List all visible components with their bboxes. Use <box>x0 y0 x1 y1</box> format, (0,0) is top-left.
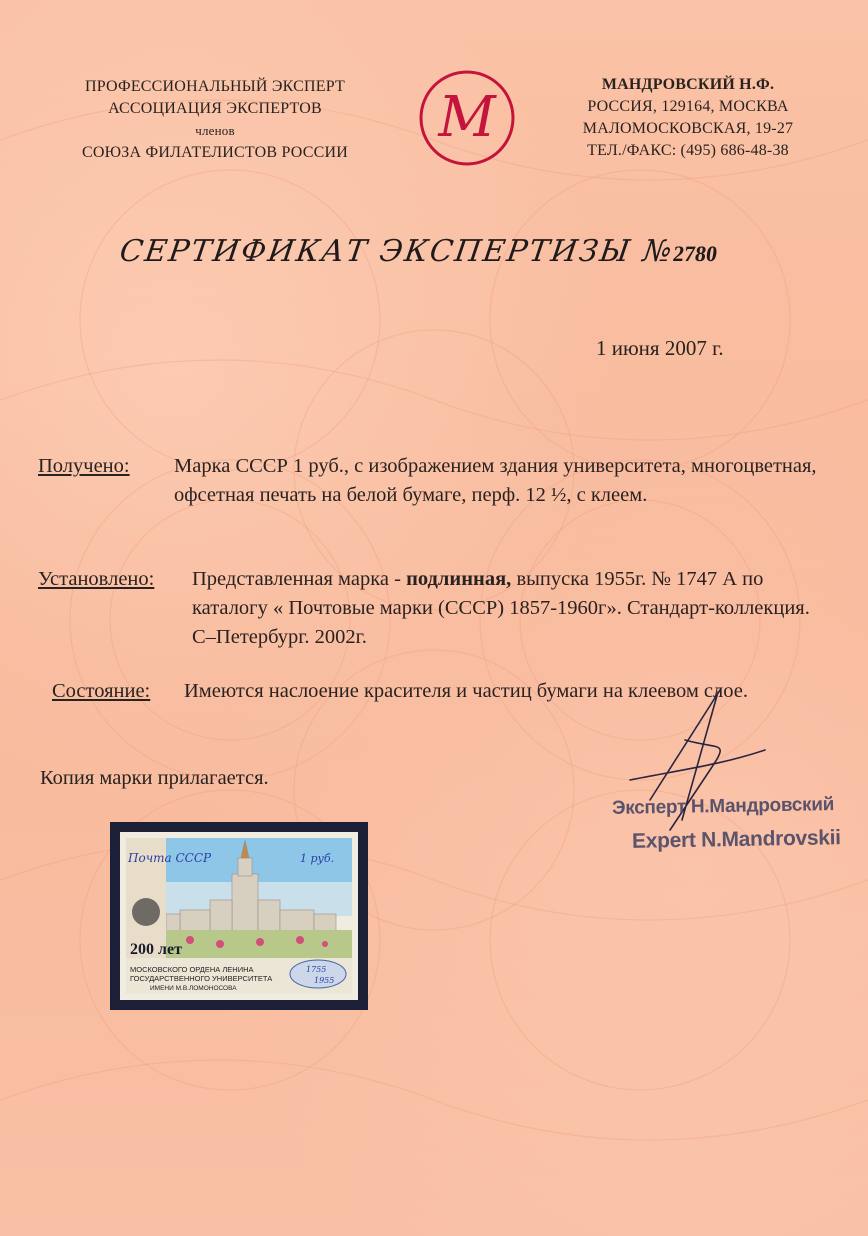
certificate-title <box>118 234 823 269</box>
stamp-anniversary: 200 лет <box>130 941 182 958</box>
condition-text: Имеются наслоение красителя и частиц бумаги на клеевом слое. <box>184 680 748 702</box>
expert-address-line: МАЛОМОСКОВСКАЯ, 19-27 <box>582 120 794 137</box>
condition-label: Состояние: <box>52 680 151 702</box>
expert-phone: ТЕЛ./ФАКС: (495) 686-48-38 <box>587 142 789 159</box>
stamp-top-left: Почта СССР <box>128 851 212 865</box>
expert-stamp-line: Эксперт Н.Мандровский <box>611 794 835 819</box>
attachment-note: Копия марки прилагается. <box>40 767 269 789</box>
stamp-year-start: 1755 <box>306 965 327 974</box>
issuer-left-block <box>40 76 390 164</box>
established-text-before: Представленная марка - <box>192 568 407 590</box>
received-text: Марка СССР 1 руб., с изображением здания университета, многоцветная, офсетная печать на белой бумаге, перф. 12 ½, с клеем. <box>174 455 817 506</box>
issuer-left-line: СОЮЗА ФИЛАТЕЛИСТОВ РОССИИ <box>82 144 348 161</box>
stamp-caption-line: МОСКОВСКОГО ОРДЕНА ЛЕНИНА <box>130 965 254 974</box>
expert-name: МАНДРОВСКИЙ Н.Ф. <box>601 76 775 93</box>
postage-stamp-copy <box>110 822 368 1010</box>
established-text <box>192 565 832 652</box>
issuer-left-line: членов <box>195 123 235 138</box>
expert-stamp-line: Expert N.Mandrovskii <box>631 826 841 853</box>
stamp-caption-line: ГОСУДАРСТВЕННОГО УНИВЕРСИТЕТА <box>130 974 273 983</box>
certificate-date: 1 июня 2007 г. <box>596 336 724 360</box>
certificate-number: 2780 <box>671 241 719 266</box>
stamp-denomination: 1 руб. <box>300 852 335 865</box>
logo-letter: М <box>438 85 496 150</box>
issuer-right-block <box>548 74 828 162</box>
expert-monogram-logo <box>415 68 519 168</box>
established-verdict: подлинная, <box>406 568 512 590</box>
established-text-after: выпуска 1955г. № 1747 А по каталогу « Почтовые марки (СССР) 1857-1960г». Стандарт-коллекция. С–Петербург. 2002г. <box>192 568 810 648</box>
certificate-title-text: СЕРТИФИКАТ ЭКСПЕРТИЗЫ № <box>117 234 676 269</box>
expert-address-line: РОССИЯ, 129164, МОСКВА <box>587 98 789 115</box>
stamp-year-end: 1955 <box>314 976 335 985</box>
received-label: Получено: <box>38 455 130 477</box>
established-label: Установлено: <box>38 568 155 590</box>
stamp-caption-line: ИМЕНИ М.В.ЛОМОНОСОВА <box>150 985 237 992</box>
issuer-left-line: ПРОФЕССИОНАЛЬНЫЙ ЭКСПЕРТ <box>85 78 345 95</box>
issuer-left-line: АССОЦИАЦИЯ ЭКСПЕРТОВ <box>108 100 322 117</box>
